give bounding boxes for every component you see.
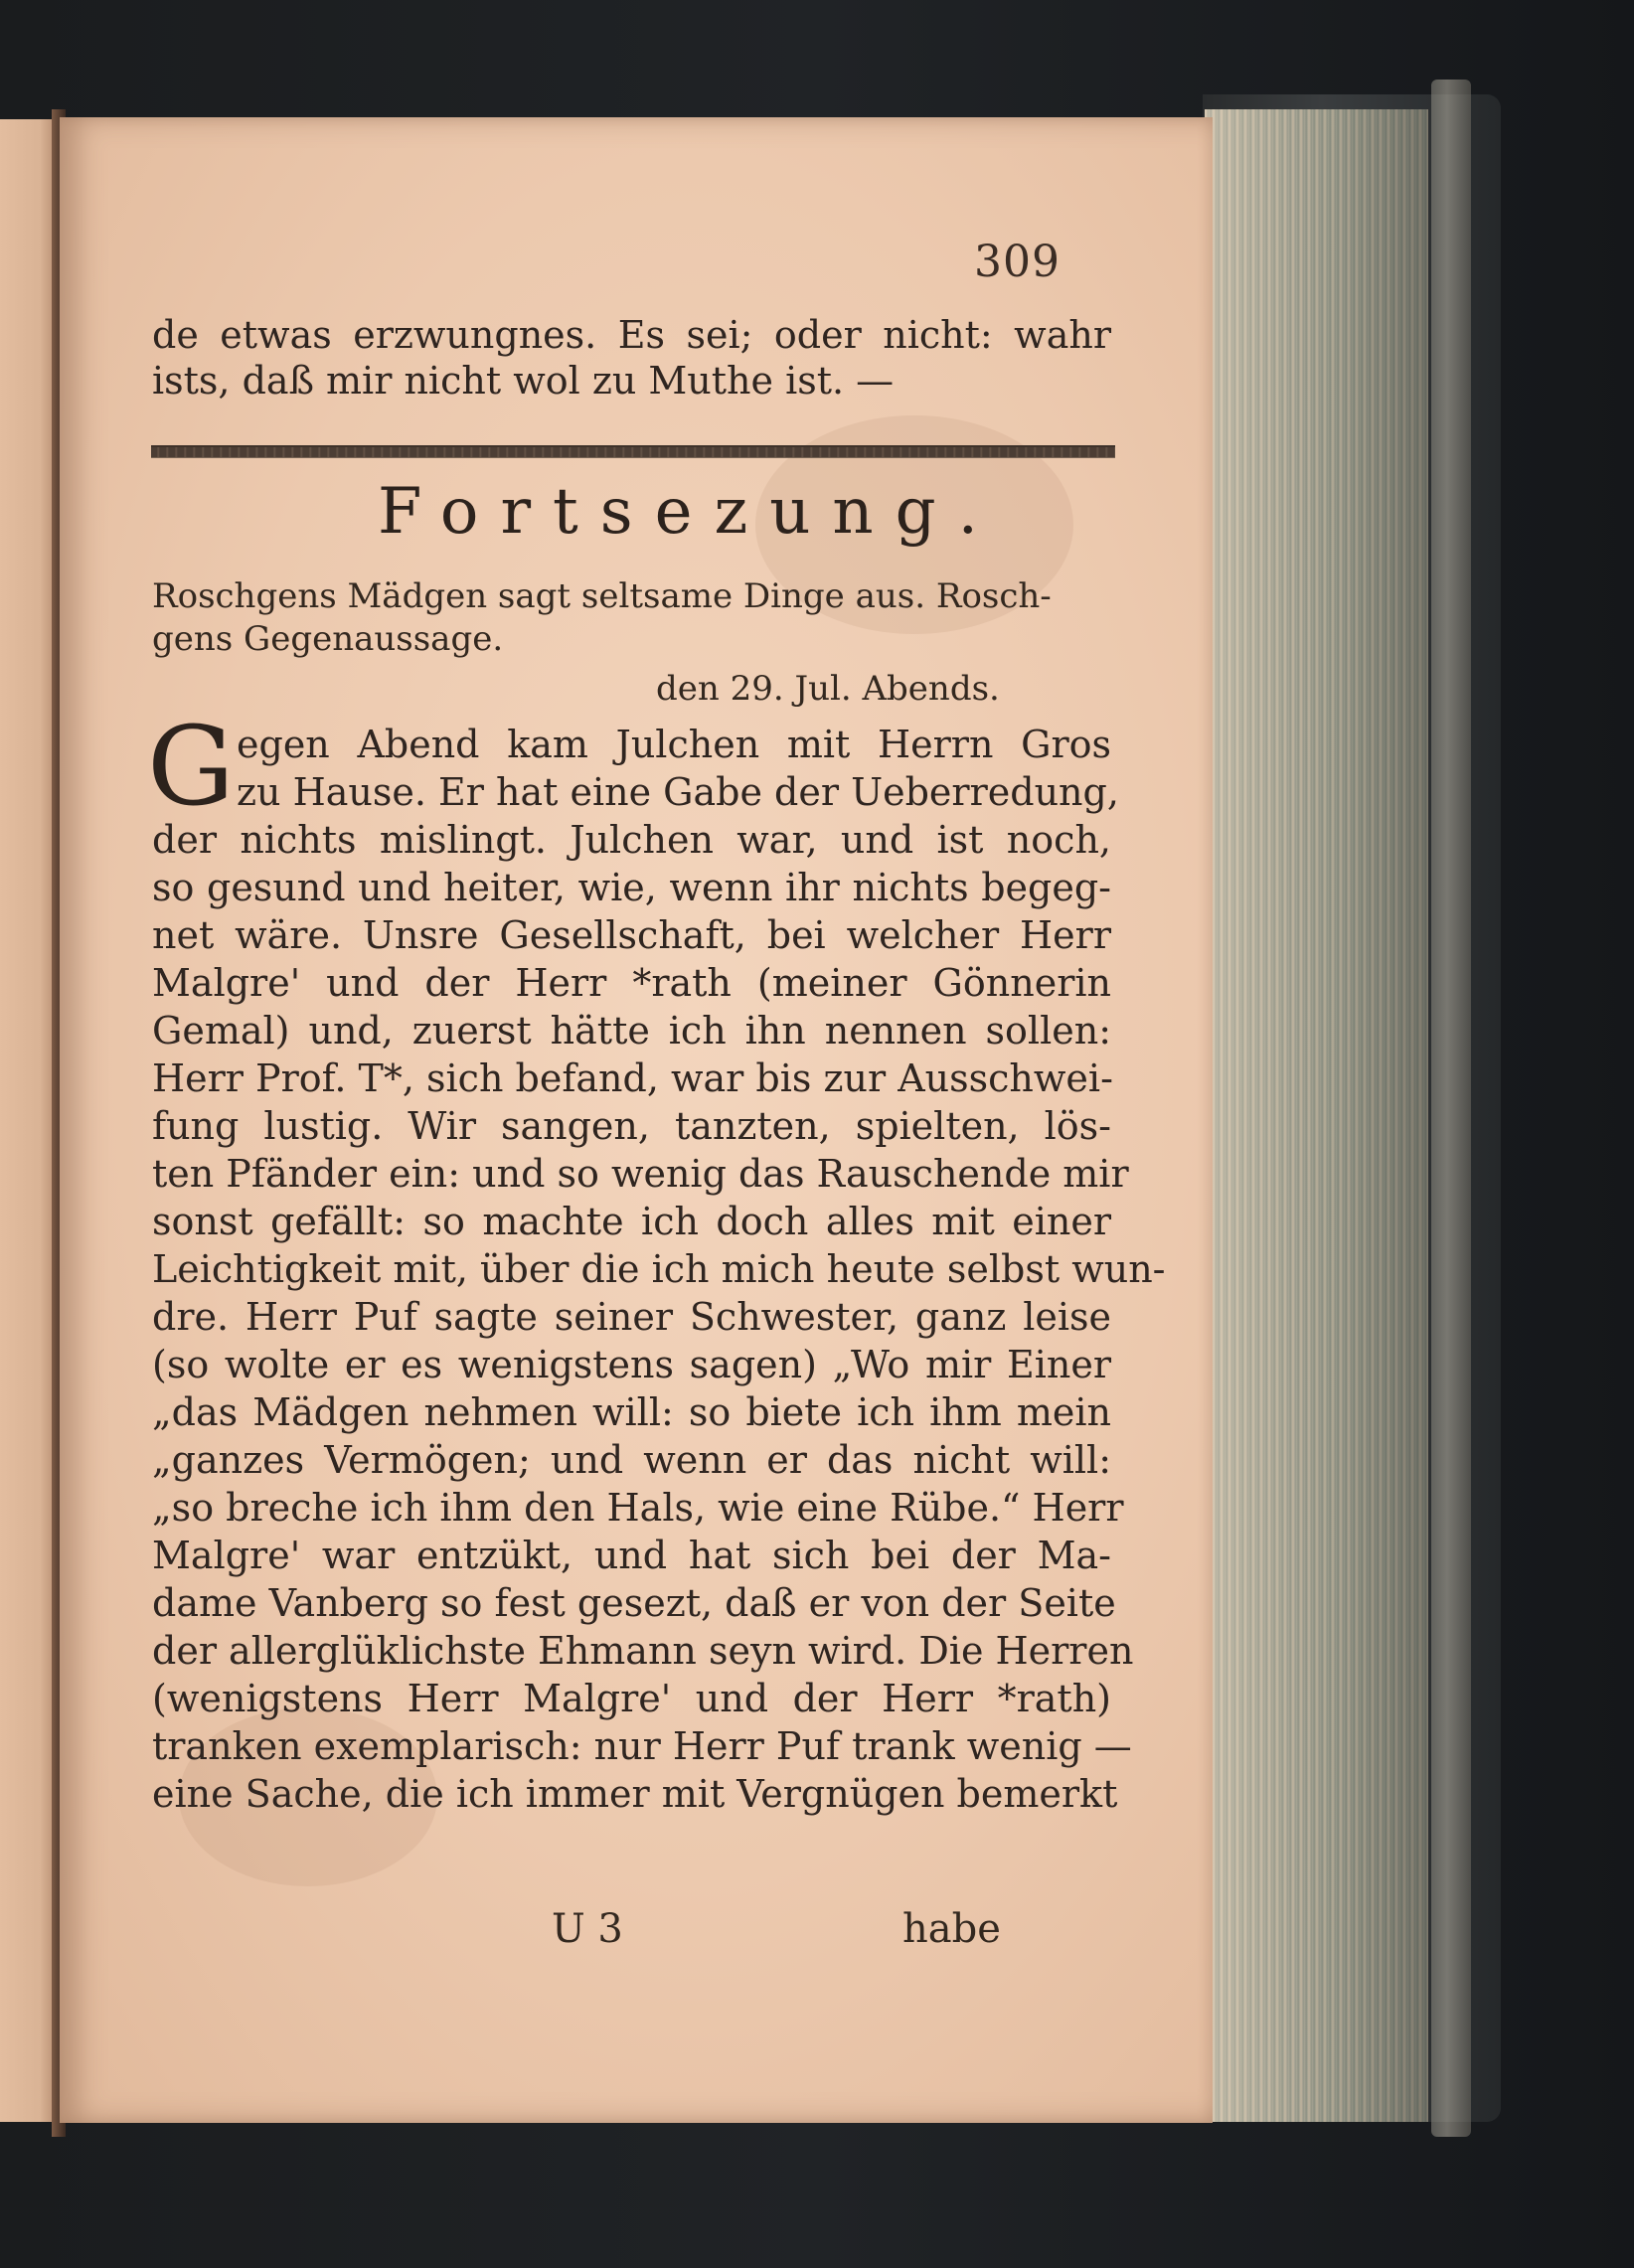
signature-mark: U 3 bbox=[552, 1906, 623, 1952]
section-heading: Fortsezung. bbox=[378, 475, 1000, 549]
text-line: zu Hause. Er hat eine Gabe der Ueberredung, bbox=[237, 770, 1119, 814]
text-line: dame Vanberg so fest gesezt, daß er von der Seite bbox=[152, 1581, 1116, 1625]
section-rule bbox=[151, 445, 1115, 458]
text-line: (wenigstens Herr Malgre' und der Herr *rath) bbox=[152, 1677, 1111, 1720]
text-line: Leichtigkeit mit, über die ich mich heute selbst wun- bbox=[152, 1247, 1166, 1291]
text-line: so gesund und heiter, wie, wenn ihr nichts begeg- bbox=[152, 866, 1111, 909]
section-summary-line: gens Gegenaussage. bbox=[152, 619, 504, 659]
text-line: Herr Prof. T*, sich befand, war bis zur Ausschwei- bbox=[152, 1056, 1113, 1100]
text-line: Malgre' war entzükt, und hat sich bei der Ma- bbox=[152, 1534, 1111, 1577]
text-line: fung lustig. Wir sangen, tanzten, spielten, lös- bbox=[152, 1104, 1111, 1148]
drop-cap: G bbox=[147, 703, 235, 830]
text-line: der allerglüklichste Ehmann seyn wird. Die Herren bbox=[152, 1629, 1134, 1673]
dateline: den 29. Jul. Abends. bbox=[656, 669, 1000, 709]
catchword: habe bbox=[902, 1906, 1001, 1952]
text-line: Gemal) und, zuerst hätte ich ihn nennen sollen: bbox=[152, 1009, 1111, 1053]
facing-page-edge bbox=[0, 119, 58, 2122]
page-number: 309 bbox=[974, 237, 1061, 287]
page-block-edges bbox=[1205, 109, 1428, 2122]
text-line: „ganzes Vermögen; und wenn er das nicht will: bbox=[152, 1438, 1111, 1482]
text-line: dre. Herr Puf sagte seiner Schwester, ganz leise bbox=[152, 1295, 1111, 1339]
text-line: ten Pfänder ein: und so wenig das Rauschende mir bbox=[152, 1152, 1129, 1196]
text-line: egen Abend kam Julchen mit Herrn Gros bbox=[237, 723, 1111, 766]
text-line: „so breche ich ihm den Hals, wie eine Rübe.“ Herr bbox=[152, 1486, 1124, 1530]
text-line: de etwas erzwungnes. Es sei; oder nicht: wahr bbox=[152, 313, 1111, 357]
text-line: ists, daß mir nicht wol zu Muthe ist. — bbox=[152, 359, 895, 403]
book-page bbox=[60, 117, 1213, 2123]
text-line: (so wolte er es wenigstens sagen) „Wo mir Einer bbox=[152, 1343, 1111, 1386]
text-line: „das Mädgen nehmen will: so biete ich ihm mein bbox=[152, 1390, 1111, 1434]
text-line: Malgre' und der Herr *rath (meiner Gönnerin bbox=[152, 961, 1111, 1005]
text-line: sonst gefällt: so machte ich doch alles mit einer bbox=[152, 1200, 1111, 1243]
text-line: der nichts mislingt. Julchen war, und ist noch, bbox=[152, 818, 1111, 862]
text-line: eine Sache, die ich immer mit Vergnügen bemerkt bbox=[152, 1772, 1118, 1816]
text-line: tranken exemplarisch: nur Herr Puf trank wenig — bbox=[152, 1724, 1132, 1768]
book-cover-edge bbox=[1431, 80, 1471, 2137]
section-summary-line: Roschgens Mädgen sagt seltsame Dinge aus. Rosch- bbox=[152, 576, 1052, 616]
text-line: net wäre. Unsre Gesellschaft, bei welcher Herr bbox=[152, 913, 1111, 957]
